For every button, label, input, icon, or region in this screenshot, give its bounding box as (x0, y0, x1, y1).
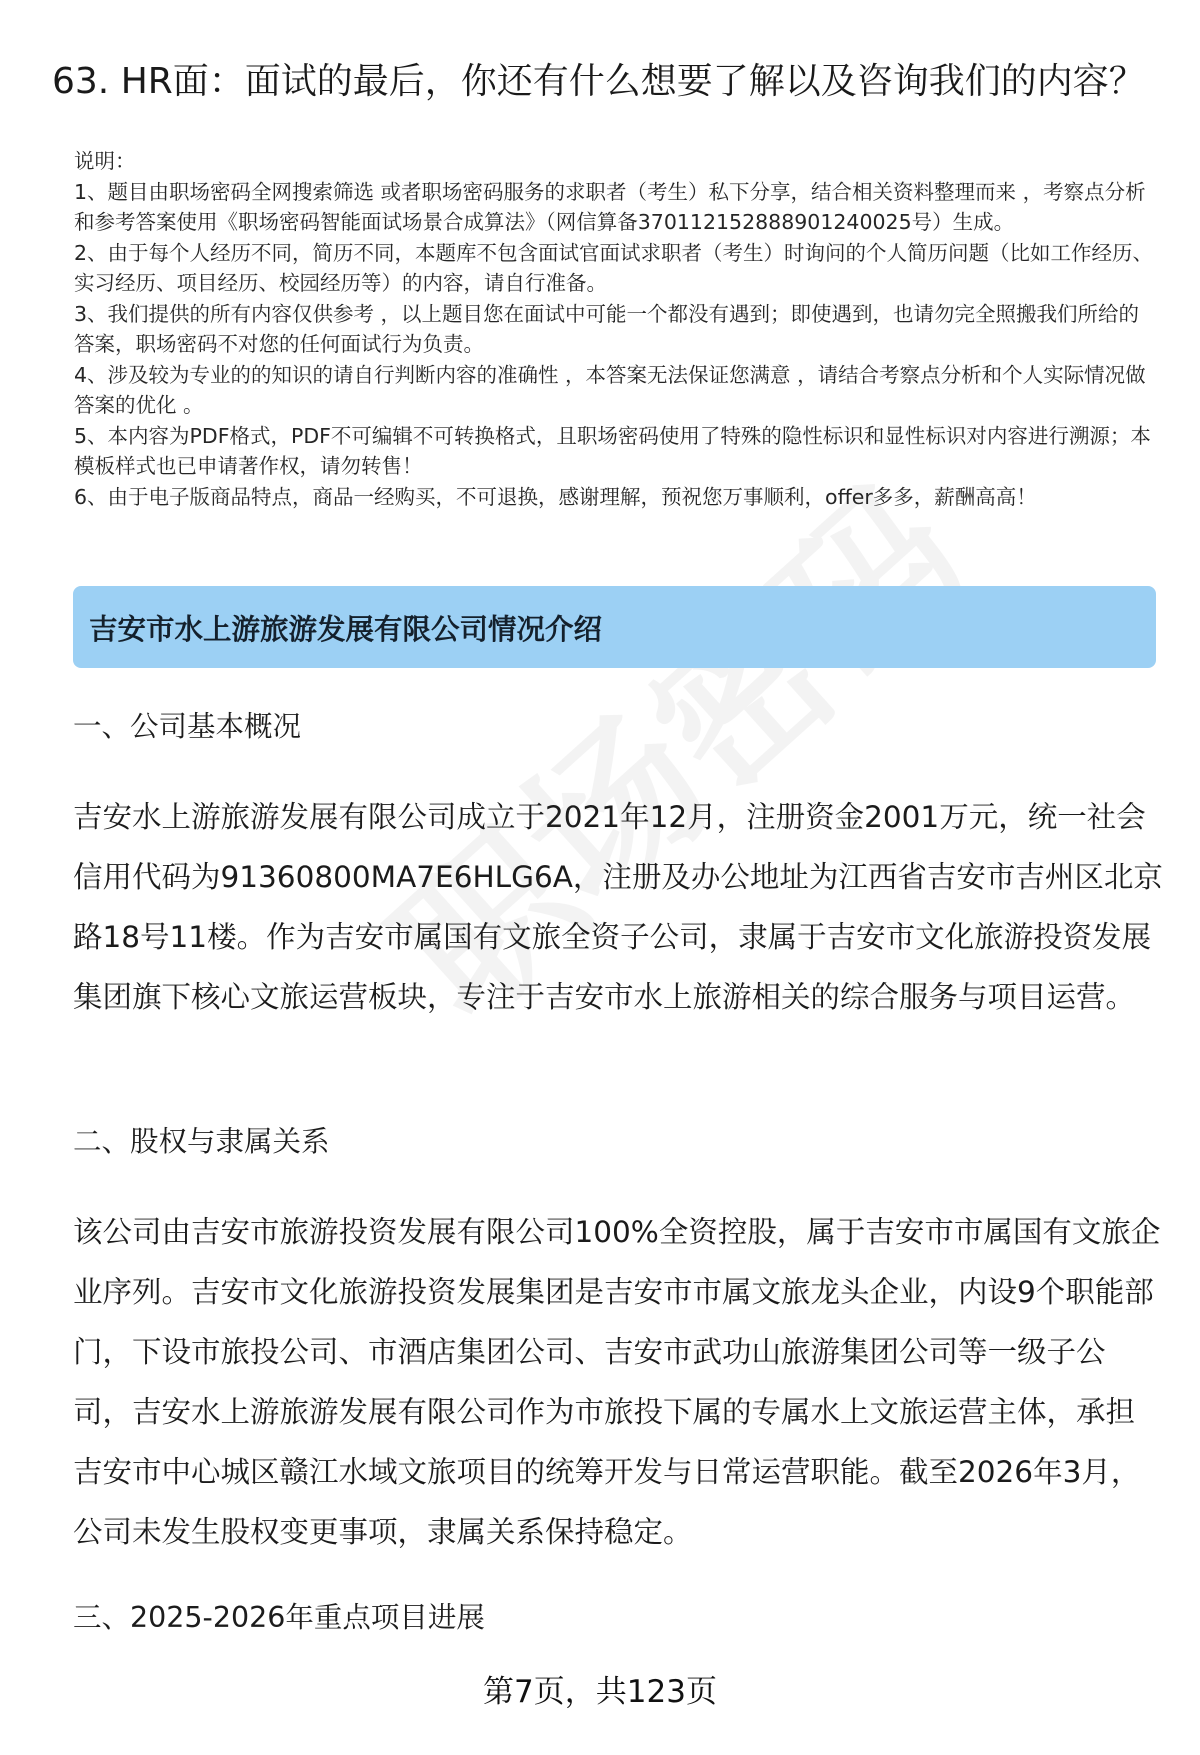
section-body: 该公司由吉安市旅游投资发展有限公司100%全资控股，属于吉安市市属国有文旅企业序列。吉安市文化旅游投资发展集团是吉安市市属文旅龙头企业，内设9个职能部门，下设市旅投公司、市酒店集团公司、吉安市武功山旅游集团公司等一级子公司，吉安水上游旅游发展有限公司作为市旅投下属的专属水上文旅运营主体，承担吉安市中心城区赣江水域文旅项目的统筹开发与日常运营职能。截至2026年3月，公司未发生股权变更事项，隶属关系保持稳定。 (73, 1215, 1161, 1549)
note-item: 2、由于每个人经历不同，简历不同，本题库不包含面试官面试求职者（考生）时询问的个人简历问题（比如工作经历、实习经历、项目经历、校园经历等）的内容，请自行准备。 (74, 240, 1154, 295)
page-footer: 第7页，共123页 (483, 1674, 717, 1710)
note-item: 6、由于电子版商品特点，商品一经购买，不可退换，感谢理解，预祝您万事顺利，offer多多，薪酬高高！ (74, 484, 1037, 509)
notes-block (74, 146, 1154, 512)
note-item: 3、我们提供的所有内容仅供参考 ，以上题目您在面试中可能一个都没有遇到；即使遇到，也请勿完全照搬我们所给的答案，职场密码不对您的任何面试行为负责。 (74, 301, 1140, 356)
section-heading: 二、股权与隶属关系 (73, 1125, 330, 1158)
banner-title: 吉安市水上游旅游发展有限公司情况介绍 (89, 612, 603, 646)
notes-heading: 说明： (74, 149, 136, 173)
section-heading: 三、2025-2026年重点项目进展 (73, 1601, 485, 1634)
note-item: 1、题目由职场密码全网搜索筛选 或者职场密码服务的求职者（考生）私下分享，结合相关资料整理而来 ，考察点分析和参考答案使用《职场密码智能面试场景合成算法》（网信算备370112152888901240025号）生成。 (74, 179, 1146, 234)
section-body: 吉安水上游旅游发展有限公司成立于2021年12月，注册资金2001万元，统一社会信用代码为91360800MA7E6HLG6A，注册及办公地址为江西省吉安市吉州区北京路18号11楼。作为吉安市属国有文旅全资子公司，隶属于吉安市文化旅游投资发展集团旗下核心文旅运营板块，专注于吉安市水上旅游相关的综合服务与项目运营。 (73, 800, 1163, 1014)
section-banner (73, 586, 1156, 668)
section-heading: 一、公司基本概况 (73, 710, 302, 743)
question-title: 63. HR面：面试的最后，你还有什么想要了解以及咨询我们的内容？ (52, 61, 1145, 102)
note-item: 5、本内容为PDF格式，PDF不可编辑不可转换格式，且职场密码使用了特殊的隐性标识和显性标识对内容进行溯源；本模板样式也已申请著作权，请勿转售！ (74, 423, 1151, 478)
note-item: 4、涉及较为专业的的知识的请自行判断内容的准确性 ，本答案无法保证您满意 ，请结合考察点分析和个人实际情况做答案的优化 。 (74, 362, 1146, 417)
